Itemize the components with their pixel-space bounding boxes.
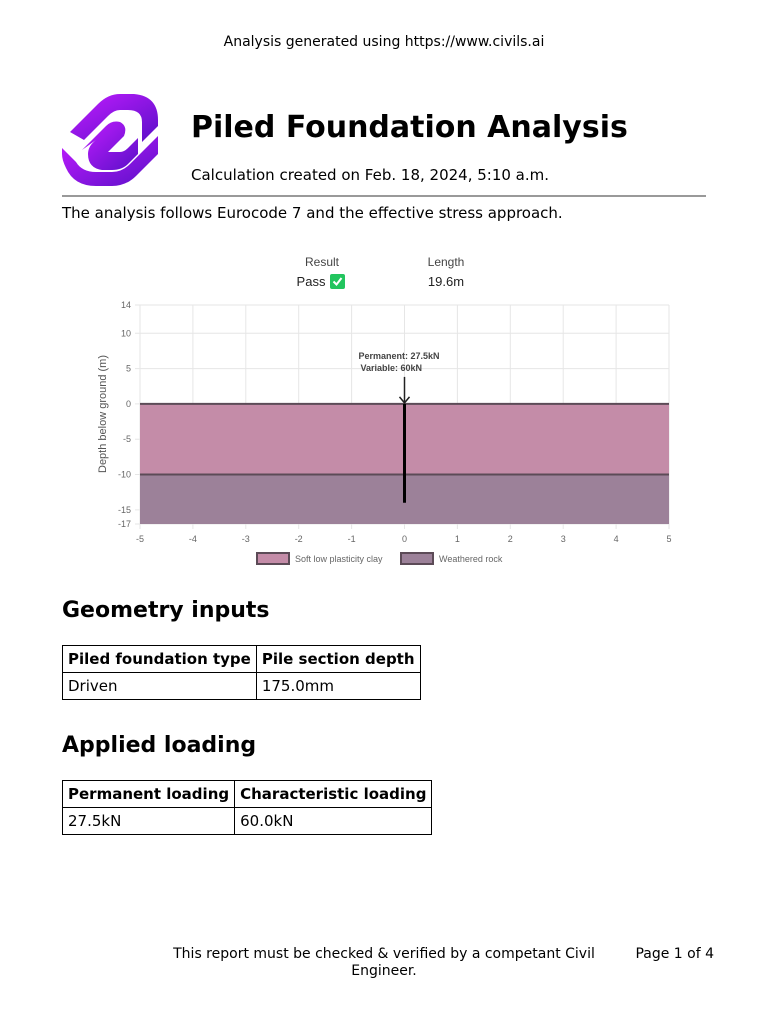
soil-layer xyxy=(140,404,669,475)
report-header-note: Analysis generated using https://www.civils.ai xyxy=(223,34,545,50)
footer-disclaimer: This report must be checked & verified by a competant Civil Engineer. xyxy=(173,946,595,979)
table-header-cell: Pile section depth xyxy=(256,646,420,673)
check-icon xyxy=(330,274,345,289)
x-tick-label: -3 xyxy=(241,534,250,544)
y-tick-label: -17 xyxy=(117,519,131,529)
table-cell: 27.5kN xyxy=(63,808,235,835)
y-tick-label: -15 xyxy=(117,504,131,515)
y-axis-label: Depth below ground (m) xyxy=(97,354,109,474)
created-timestamp: Calculation created on Feb. 18, 2024, 5:10 a.m. xyxy=(191,166,550,184)
x-tick-label: 4 xyxy=(613,534,619,544)
table-header-cell: Piled foundation type xyxy=(63,646,257,673)
table-header-row xyxy=(63,781,432,808)
y-tick-label: 5 xyxy=(125,363,131,374)
table-row xyxy=(63,673,421,700)
header-divider xyxy=(62,195,706,197)
soil-layer xyxy=(140,475,669,524)
x-tick-label: 0 xyxy=(401,534,408,544)
loading-table xyxy=(62,780,432,835)
x-tick-label: -4 xyxy=(188,534,197,544)
y-tick-label: -5 xyxy=(122,434,131,445)
y-tick-label: 10 xyxy=(120,328,131,339)
x-tick-label: 3 xyxy=(560,534,566,544)
load-annotation: Permanent: 27.5kN xyxy=(358,350,440,361)
table-header-row xyxy=(63,646,421,673)
legend-label: Weathered rock xyxy=(439,554,503,564)
length-label: Length xyxy=(427,255,465,269)
table-cell: 175.0mm xyxy=(256,673,420,700)
loading-section-title: Applied loading xyxy=(62,733,257,758)
page-number: Page 1 of 4 xyxy=(635,946,714,962)
table-cell: 60.0kN xyxy=(235,808,432,835)
length-value: 19.6m xyxy=(427,274,465,289)
result-label: Result xyxy=(304,255,340,269)
table-row xyxy=(63,808,432,835)
geometry-table xyxy=(62,645,421,700)
x-tick-label: 2 xyxy=(507,534,513,544)
x-tick-label: -5 xyxy=(135,534,145,544)
y-tick-label: -10 xyxy=(117,469,131,480)
legend-swatch xyxy=(257,553,289,564)
y-tick-label: 14 xyxy=(120,300,131,310)
x-tick-label: 5 xyxy=(666,534,672,544)
x-tick-label: 1 xyxy=(454,534,460,544)
load-annotation: Variable: 60kN xyxy=(360,362,423,373)
x-tick-label: -1 xyxy=(347,534,356,544)
intro-text: The analysis follows Eurocode 7 and the effective stress approach. xyxy=(62,204,563,222)
geometry-section-title: Geometry inputs xyxy=(62,598,270,623)
result-value: Pass xyxy=(296,274,326,289)
y-tick-label: 0 xyxy=(125,398,131,409)
page-title: Piled Foundation Analysis xyxy=(191,110,628,145)
table-header-cell: Characteristic loading xyxy=(235,781,432,808)
table-cell: Driven xyxy=(63,673,257,700)
table-header-cell: Permanent loading xyxy=(63,781,235,808)
x-tick-label: -2 xyxy=(294,534,303,544)
legend-swatch xyxy=(401,553,433,564)
civils-ai-logo-icon xyxy=(62,92,160,188)
legend-label: Soft low plasticity clay xyxy=(295,554,383,564)
load-arrow-head xyxy=(400,397,410,403)
